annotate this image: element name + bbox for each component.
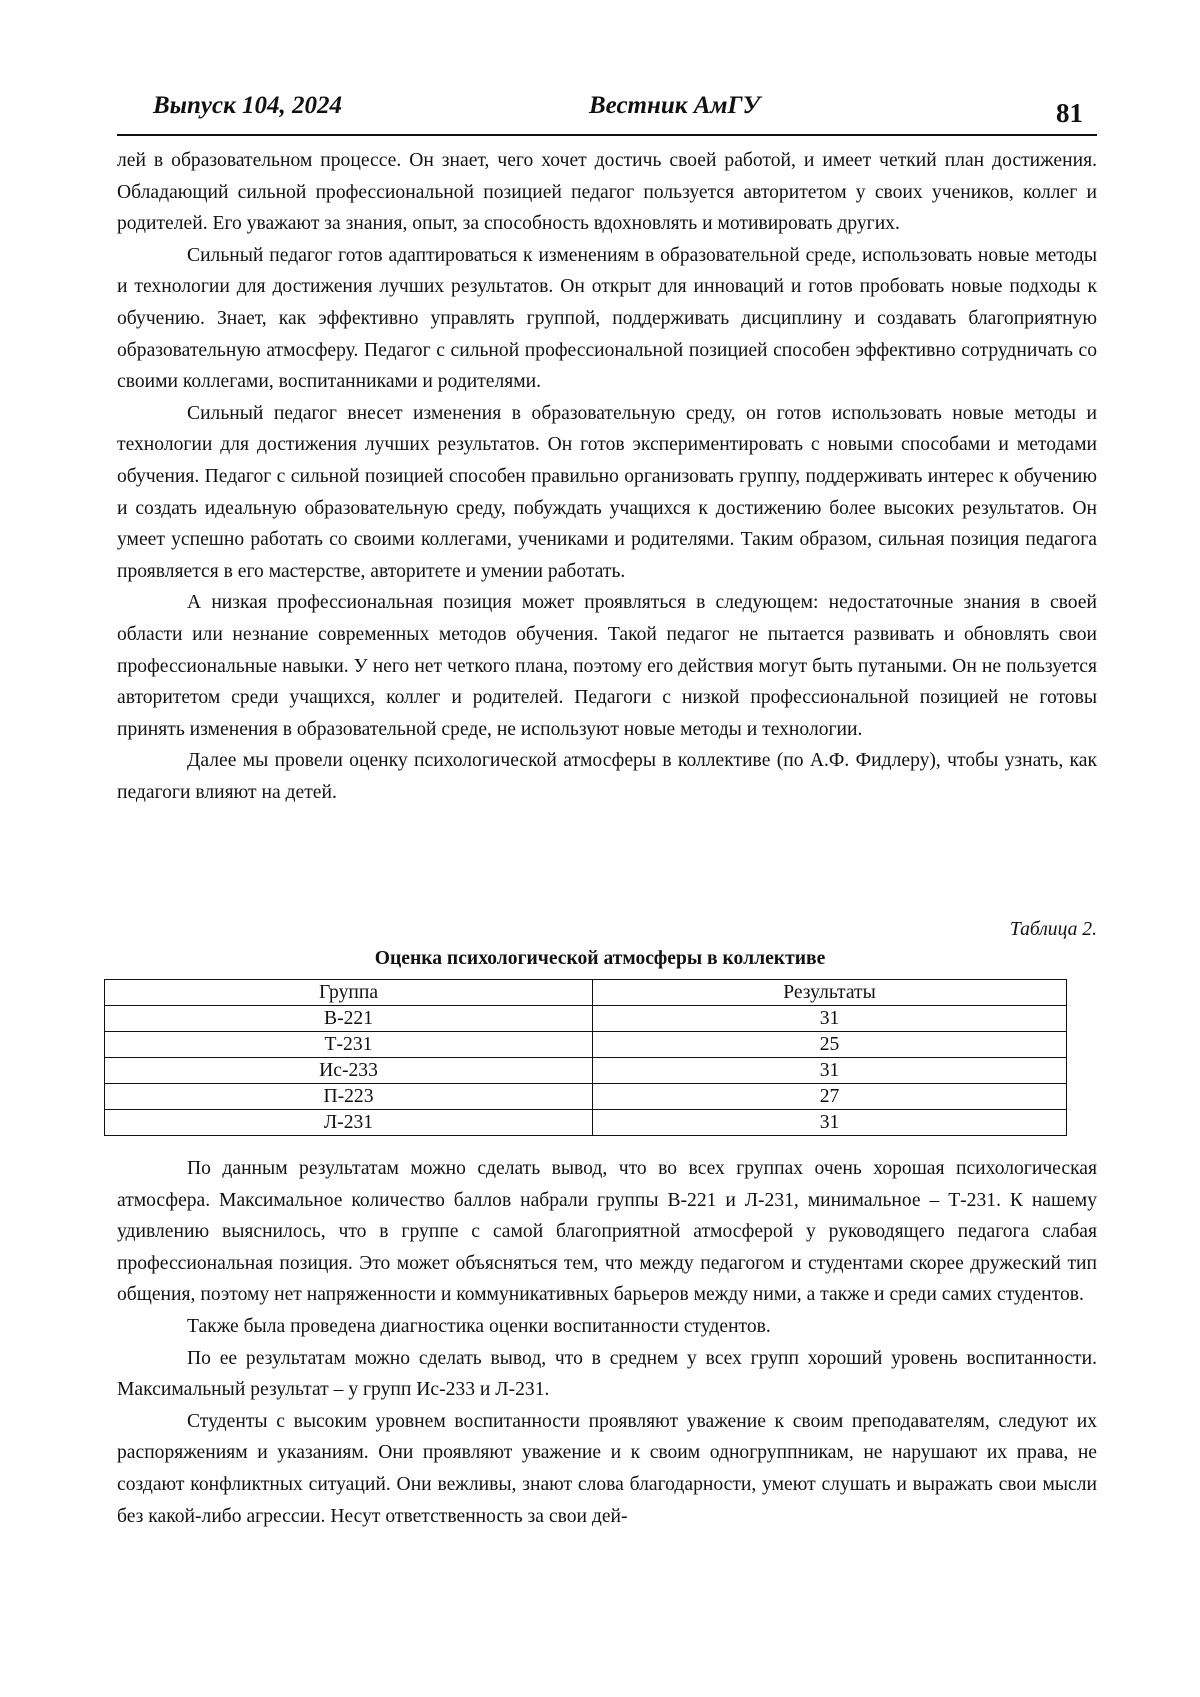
result-cell: 31: [593, 1058, 1067, 1084]
paragraph: По ее результатам можно сделать вывод, что в среднем у всех групп хороший уровень воспитанности. Максимальный результат – у групп Ис-233 и Л-231.: [117, 1347, 1097, 1401]
result-cell: 31: [593, 1110, 1067, 1136]
paragraph: По данным результатам можно сделать вывод, что во всех группах очень хорошая психологическая атмосфера. Максимальное количество баллов набрали группы В-221 и Л-231, минимальное – Т-231. К нашему удивлению выяснилось, что в группе с самой благоприятной атмосферой у руководящего педагога слабая профессиональная позиция. Это может объясняться тем, что между педагогом и студентами скорее дружеский тип общения, поэтому нет напряженности и коммуникативных барьеров между ними, а также и среди самих студентов.: [117, 1158, 1097, 1306]
paragraph: Также была проведена диагностика оценки воспитанности студентов.: [187, 1315, 771, 1337]
column-header-group: Группа: [105, 980, 593, 1006]
group-cell: П-223: [105, 1084, 593, 1110]
table-row: [105, 1032, 1067, 1058]
paragraph: лей в образовательном процессе. Он знает, чего хочет достичь своей работой, и имеет четкий план достижения. Обладающий сильной профессиональной позицией педагог пользуется авторитетом у своих учеников, коллег и родителей. Его уважают за знания, опыт, за способность вдохновлять и мотивировать других.: [117, 150, 1097, 235]
table-caption: Таблица 2.: [1009, 919, 1097, 940]
group-cell: Ис-233: [105, 1058, 593, 1084]
results-table: [104, 979, 1067, 1136]
table-row: [105, 1058, 1067, 1084]
group-cell: Л-231: [105, 1110, 593, 1136]
result-cell: 31: [593, 1006, 1067, 1032]
table-title: Оценка психологической атмосферы в коллективе: [374, 948, 826, 969]
journal-title: Вестник АмГУ: [589, 92, 760, 119]
result-cell: 25: [593, 1032, 1067, 1058]
column-header-results: Результаты: [593, 980, 1067, 1006]
body-text-lower: [117, 1153, 1097, 1532]
issue-label: Выпуск 104, 2024: [153, 92, 343, 119]
paragraph: Студенты с высоким уровнем воспитанности проявляют уважение к своим преподавателям, следуют их распоряжениям и указаниям. Они проявляют уважение и к своим одногруппникам, не нарушают их права, не создают конфликтных ситуаций. Они вежливы, знают слова благодарности, умеют слушать и выражать свои мысли без какой-либо агрессии. Несут ответственность за свои дей-: [117, 1410, 1097, 1527]
group-cell: Т-231: [105, 1032, 593, 1058]
table-row: [105, 1110, 1067, 1136]
paragraph: А низкая профессиональная позиция может проявляться в следующем: недостаточные знания в своей области или незнание современных методов обучения. Такой педагог не пытается развивать и обновлять свои профессиональные навыки. У него нет четкого плана, поэтому его действия могут быть путаными. Он не пользуется авторитетом среди учащихся, коллег и родителей. Педагоги с низкой профессиональной позицией не готовы принять изменения в образовательной среде, не используют новые методы и технологии.: [117, 592, 1097, 740]
paragraph: Сильный педагог готов адаптироваться к изменениям в образовательной среде, использовать новые методы и технологии для достижения лучших результатов. Он открыт для инноваций и готов пробовать новые подходы к обучению. Знает, как эффективно управлять группой, поддерживать дисциплину и создавать благоприятную образовательную атмосферу. Педагог с сильной профессиональной позицией способен эффективно сотрудничать со своими коллегами, воспитанниками и родителями.: [117, 244, 1097, 393]
running-header: [117, 88, 1097, 136]
group-cell: В-221: [105, 1006, 593, 1032]
result-cell: 27: [593, 1084, 1067, 1110]
table-row: [105, 1084, 1067, 1110]
page-number: 81: [1056, 98, 1083, 128]
table-header-row: [105, 980, 1067, 1006]
paragraph: Сильный педагог внесет изменения в образовательную среду, он готов использовать новые методы и технологии для достижения лучших результатов. Он готов экспериментировать с новыми способами и методами обучения. Педагог с сильной позицией способен правильно организовать группу, поддерживать интерес к обучению и создать идеальную образовательную среду, побуждать учащихся к достижению более высоких результатов. Он умеет успешно работать со своими коллегами, учениками и родителями. Таким образом, сильная позиция педагога проявляется в его мастерстве, авторитете и умении работать.: [117, 402, 1097, 582]
body-text-upper: [117, 145, 1097, 808]
paragraph: Далее мы провели оценку психологической атмосферы в коллективе (по А.Ф. Фидлеру), чтобы узнать, как педагоги влияют на детей.: [117, 750, 1097, 803]
table-row: [105, 1006, 1067, 1032]
